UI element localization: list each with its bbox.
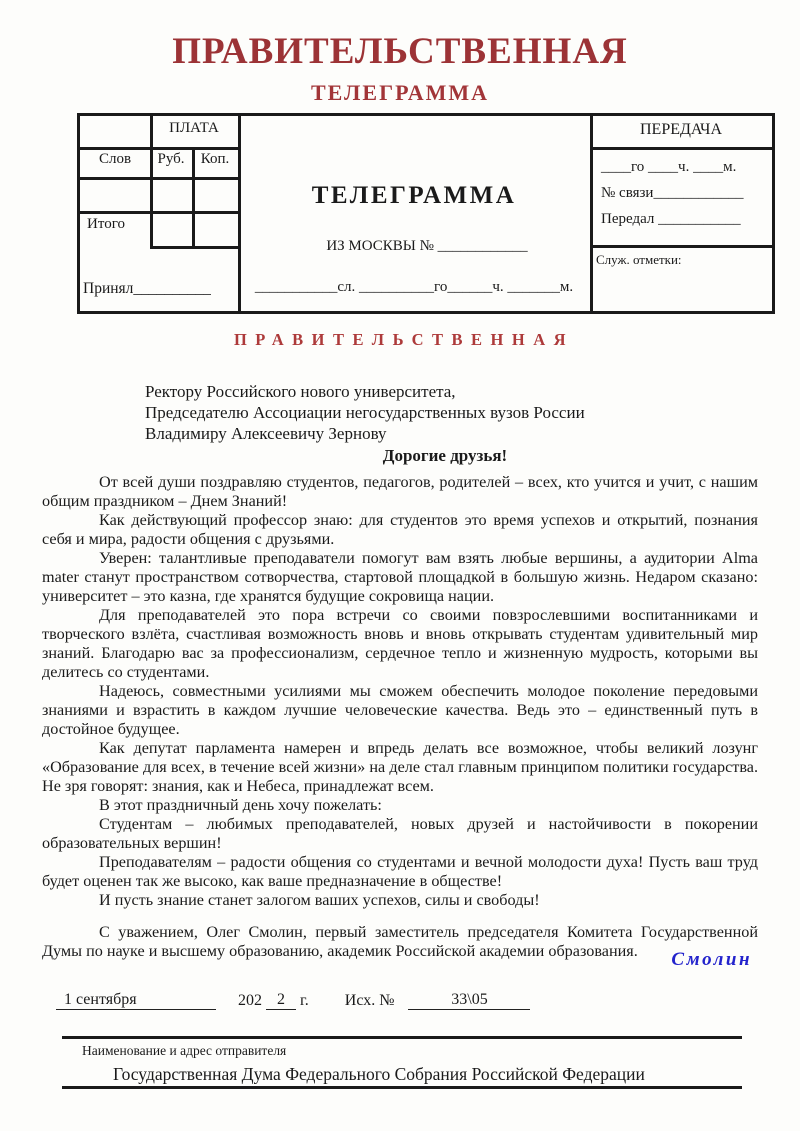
sender-name: Государственная Дума Федерального Собрания Российской Федерации: [113, 1064, 645, 1084]
grid-line-above-service-notes: [590, 245, 772, 248]
form-center-title: ТЕЛЕГРАММА: [311, 182, 517, 209]
outgoing-number-value: 33\05: [408, 991, 530, 1010]
date-value: 1 сентября: [56, 991, 216, 1010]
government-stamp-line: ПРАВИТЕЛЬСТВЕННАЯ: [233, 330, 575, 349]
payment-col-words: Слов: [98, 151, 132, 167]
paragraph: Студентам – любимых преподавателей, новых друзей и настойчивости в покорении образовательных вершин!: [42, 815, 758, 852]
closing-paragraph: С уважением, Олег Смолин, первый заместитель председателя Комитета Государственной Думы по науке и высшему образованию, академик Российской академии образования.: [42, 923, 758, 960]
paragraph: Уверен: талантливые преподаватели помогут вам взять любые вершины, а аудитории Alma mater станут пространством сотворчества, стартовой площадкой в большую жизнь. Недаром сказано: университет – это казна, где хранятся будущие сокровища нации.: [42, 549, 758, 605]
paragraph: Как действующий профессор знаю: для студентов это время успехов и открытий, познания себя и мира, радости общения с друзьями.: [42, 511, 758, 548]
payment-col-rub: Руб.: [157, 151, 185, 167]
outgoing-number-label: Исх. №: [344, 992, 395, 1009]
date-line: [56, 991, 530, 1010]
addressee-block: [145, 381, 585, 444]
grid-line-under-itogo: [150, 246, 240, 249]
payment-received-line: Принял__________: [83, 280, 211, 297]
salutation: Дорогие друзья!: [382, 446, 508, 465]
transfer-comm-number-line: № связи____________: [601, 185, 744, 201]
paragraph: Преподавателям – радости общения со студентами и вечной молодости духа! Пусть ваш труд будет оценен так же высоко, как ваше предназначение в обществе!: [42, 853, 758, 890]
grid-line-vertical-center-right: [590, 116, 593, 311]
year-suffix: г.: [300, 992, 309, 1009]
paragraph: В этот праздничный день хочу пожелать:: [99, 796, 382, 814]
payment-col-kop: Коп.: [200, 151, 230, 167]
paragraph: От всей души поздравляю студентов, педагогов, родителей – всех, кто учится и учит, с нашим общим праздником – Днем Знаний!: [42, 473, 758, 510]
from-moscow-line: ИЗ МОСКВЫ № ____________: [326, 238, 528, 254]
paragraph: И пусть знание станет залогом ваших успехов, силы и свободы!: [99, 891, 540, 909]
document-title: ПРАВИТЕЛЬСТВЕННАЯ: [172, 31, 628, 72]
document-subtitle: ТЕЛЕГРАММА: [310, 80, 490, 105]
addressee-line: Председателю Ассоциации негосударственных вузов России: [145, 403, 585, 422]
footer-rule-bottom: [62, 1086, 742, 1089]
grid-line-under-empty-row: [80, 211, 240, 214]
grid-line-under-peredacha: [590, 147, 772, 150]
payment-total-label: Итого: [87, 216, 125, 232]
transfer-time-line: ____го ____ч. ____м.: [601, 159, 737, 175]
sender-caption: Наименование и адрес отправителя: [82, 1043, 287, 1058]
telegram-form: [77, 113, 775, 314]
grid-line-under-plata: [80, 147, 240, 150]
year-prefix: 202: [238, 992, 262, 1009]
addressee-line: Владимиру Алексеевичу Зернову: [145, 424, 387, 443]
letter-body: [42, 473, 758, 961]
transfer-transmitted-line: Передал ___________: [601, 211, 741, 227]
transfer-title: ПЕРЕДАЧА: [640, 121, 722, 138]
word-count-line: ___________сл. __________го______ч. _______м.: [254, 279, 574, 295]
payment-title: ПЛАТА: [169, 120, 219, 136]
grid-line-under-headers: [80, 177, 240, 180]
addressee-line: Ректору Российского нового университета,: [145, 382, 456, 401]
year-digit: 2: [266, 991, 296, 1010]
paragraph: Для преподавателей это пора встречи со своими повзрослевшими воспитанниками и творческого взлёта, счастливая возможность вновь и вновь открывать студентам удивительный мир знаний. Благодарю вас за профессионализм, сердечное тепло и жизненную мудрость, которыми вы делитесь со студентами.: [42, 606, 758, 681]
paragraph: Как депутат парламента намерен и впредь делать все возможное, чтобы великий лозунг «Образование для всех, в течение всей жизни» на деле стал главным принципом политики государства. Не зря говорят: знания, как и Небеса, принадлежат всем.: [42, 739, 758, 795]
handwritten-signature: Смолин: [671, 949, 752, 970]
footer-rule-top: [62, 1036, 742, 1039]
paragraph: Надеюсь, совместными усилиями мы сможем обеспечить молодое поколение передовыми знаниями и взрастить в каждом лучшие человеческие качества. Ведь это – единственный путь в достойное будущее.: [42, 682, 758, 738]
service-notes-label: Служ. отметки:: [596, 252, 682, 267]
